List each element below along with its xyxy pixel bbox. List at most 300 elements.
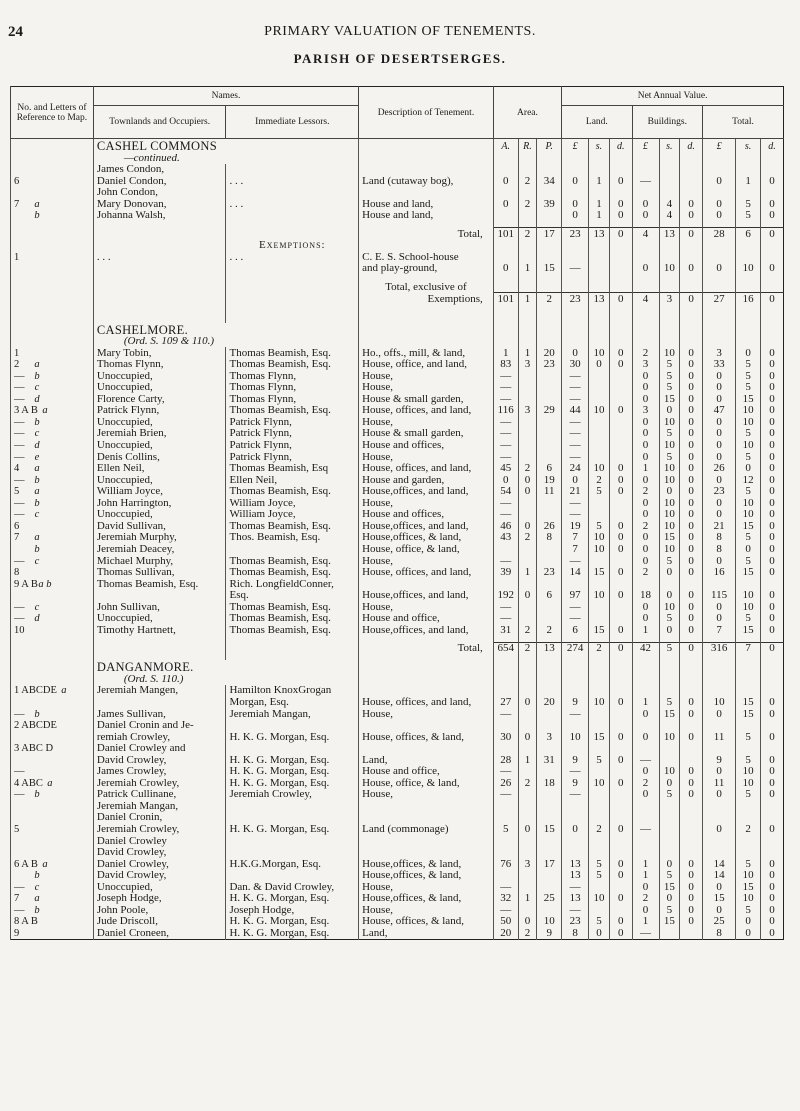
table-row <box>11 624 784 636</box>
land-shillings: 2 <box>589 642 610 654</box>
land-pence: 0 <box>609 916 632 928</box>
blank-cell <box>609 336 632 348</box>
land-pence: 0 <box>609 532 632 544</box>
land-pence: 0 <box>609 754 632 766</box>
area-perches: 17 <box>537 858 562 870</box>
map-number: 6 <box>14 175 20 187</box>
land-pence <box>609 382 632 394</box>
description-cell <box>359 800 494 812</box>
total-shillings: 2 <box>736 823 761 835</box>
map-reference <box>11 451 94 463</box>
area-roods: 0 <box>518 520 537 532</box>
land-pounds: 44 <box>562 405 589 417</box>
area-acres: 27 <box>493 696 518 708</box>
map-reference <box>11 164 94 176</box>
buildings-pence: 0 <box>680 555 703 567</box>
total-pounds: 9 <box>703 754 736 766</box>
total-pounds <box>703 847 736 859</box>
land-pounds: — <box>562 263 589 275</box>
area-roods: 1 <box>518 754 537 766</box>
total-header: Total. <box>703 106 784 139</box>
description-cell: Land, <box>359 754 494 766</box>
buildings-pence: 0 <box>680 474 703 486</box>
description-cell: C. E. S. School-house <box>359 251 494 263</box>
total-pounds: 11 <box>703 731 736 743</box>
area-perches: 18 <box>537 777 562 789</box>
buildings-shillings: 5 <box>659 696 680 708</box>
buildings-pence: 0 <box>680 228 703 240</box>
exemptions-label: Exemptions: <box>226 240 359 252</box>
area-roods: 3 <box>518 858 537 870</box>
blank-cell <box>703 660 736 673</box>
townlands-header: Townlands and Occupiers. <box>93 106 226 139</box>
land-shillings: 13 <box>589 293 610 305</box>
buildings-shillings <box>659 823 680 835</box>
blank-cell <box>680 240 703 252</box>
blank-cell <box>359 336 494 348</box>
total-pence: 0 <box>761 428 784 440</box>
area-acres: 43 <box>493 532 518 544</box>
blank-cell <box>703 336 736 348</box>
buildings-pence <box>680 800 703 812</box>
area-perches: 15 <box>537 823 562 835</box>
blank-cell <box>703 280 736 292</box>
lessor-cell: Thomas Flynn, <box>226 393 359 405</box>
map-reference <box>11 567 94 579</box>
land-pounds <box>562 847 589 859</box>
total-label: Total, <box>359 642 494 654</box>
buildings-shillings: 10 <box>659 543 680 555</box>
total-pounds: 0 <box>703 509 736 521</box>
description-cell: House, <box>359 881 494 893</box>
blank-cell <box>761 673 784 685</box>
land-pounds: — <box>562 439 589 451</box>
total-pence: 0 <box>761 601 784 613</box>
buildings-shillings: 10 <box>659 601 680 613</box>
lessor-cell <box>226 263 359 275</box>
lessor-cell <box>226 800 359 812</box>
blank-cell <box>537 240 562 252</box>
buildings-pence: 0 <box>680 696 703 708</box>
buildings-shillings: 5 <box>659 789 680 801</box>
area-roods <box>518 800 537 812</box>
buildings-shillings: 5 <box>659 428 680 440</box>
total-pence: 0 <box>761 858 784 870</box>
area-roods <box>518 439 537 451</box>
area-roods: 3 <box>518 359 537 371</box>
lessor-cell <box>226 812 359 824</box>
buildings-pence: 0 <box>680 463 703 475</box>
blank-cell <box>11 280 94 292</box>
table-row <box>11 323 784 336</box>
area-acres: 5 <box>493 823 518 835</box>
occupier-cell <box>93 696 226 708</box>
buildings-pounds <box>632 685 659 697</box>
table-row <box>11 263 784 275</box>
occupier-cell: Daniel Crowley and <box>93 743 226 755</box>
total-pence: 0 <box>761 696 784 708</box>
land-pence: 0 <box>609 347 632 359</box>
table-row <box>11 293 784 305</box>
buildings-shillings <box>659 578 680 590</box>
description-cell: House, <box>359 555 494 567</box>
blank-cell <box>659 240 680 252</box>
lessor-cell: H. K. G. Morgan, Esq. <box>226 823 359 835</box>
map-letter: a <box>34 893 40 905</box>
area-acres <box>493 743 518 755</box>
total-pence: 0 <box>761 263 784 275</box>
buildings-pounds: 0 <box>632 428 659 440</box>
table-row <box>11 198 784 210</box>
total-pounds: 0 <box>703 766 736 778</box>
total-pence: 0 <box>761 393 784 405</box>
description-cell: House, <box>359 416 494 428</box>
blank-cell <box>493 673 518 685</box>
blank-cell <box>493 660 518 673</box>
lessor-cell: . . . <box>226 175 359 187</box>
area-perches: 11 <box>537 486 562 498</box>
map-number: — <box>14 509 25 521</box>
total-pence: 0 <box>761 555 784 567</box>
map-number: 6 A B <box>14 858 38 870</box>
land-shillings <box>589 382 610 394</box>
table-row <box>11 567 784 579</box>
area-perches <box>537 800 562 812</box>
area-perches: 25 <box>537 893 562 905</box>
blank-cell <box>493 280 518 292</box>
buildings-pence <box>680 743 703 755</box>
buildings-shillings <box>659 800 680 812</box>
area-acres: 32 <box>493 893 518 905</box>
land-shillings <box>589 393 610 405</box>
land-pounds: 24 <box>562 463 589 475</box>
land-shillings <box>589 370 610 382</box>
table-row <box>11 642 784 654</box>
total-shillings: 1 <box>736 175 761 187</box>
map-number: 1 <box>14 347 20 359</box>
occupier-cell: Jeremiah Crowley, <box>93 777 226 789</box>
table-row <box>11 858 784 870</box>
map-number: — <box>14 451 25 463</box>
total-shillings <box>736 578 761 590</box>
land-shillings <box>589 881 610 893</box>
blank-cell <box>518 152 537 164</box>
table-row <box>11 720 784 732</box>
area-roods <box>518 509 537 521</box>
buildings-pence <box>680 720 703 732</box>
total-pence: 0 <box>761 624 784 636</box>
lessor-cell <box>226 187 359 199</box>
total-shillings: 5 <box>736 451 761 463</box>
map-reference <box>11 870 94 882</box>
lessor-cell <box>226 847 359 859</box>
total-pence: 0 <box>761 474 784 486</box>
area-perches: 39 <box>537 198 562 210</box>
land-pounds <box>562 743 589 755</box>
description-cell <box>359 835 494 847</box>
land-pence: 0 <box>609 870 632 882</box>
map-letter: b <box>34 416 40 428</box>
map-number: — <box>14 440 25 452</box>
blank-cell <box>589 152 610 164</box>
buildings-pounds: 1 <box>632 463 659 475</box>
land-pence: 0 <box>609 520 632 532</box>
map-number: 9 <box>14 927 20 939</box>
buildings-pence: 0 <box>680 497 703 509</box>
land-pence: 0 <box>609 823 632 835</box>
blank-cell <box>736 336 761 348</box>
land-pence <box>609 439 632 451</box>
buildings-shillings <box>659 835 680 847</box>
area-perches <box>537 720 562 732</box>
blank-cell <box>93 280 226 292</box>
lessor-cell: H. K. G. Morgan, Esq. <box>226 731 359 743</box>
buildings-pence: 0 <box>680 766 703 778</box>
area-roods: 1 <box>518 263 537 275</box>
table-row <box>11 139 784 153</box>
land-shillings <box>589 416 610 428</box>
blank-cell <box>659 336 680 348</box>
area-perches: 13 <box>537 642 562 654</box>
blank-cell <box>11 293 94 305</box>
map-reference <box>11 474 94 486</box>
total-pounds: 11 <box>703 777 736 789</box>
total-pence: 0 <box>761 904 784 916</box>
blank-cell <box>359 152 494 164</box>
total-shillings: 5 <box>736 428 761 440</box>
blank-cell <box>703 152 736 164</box>
total-pounds <box>703 835 736 847</box>
land-shillings: 5 <box>589 754 610 766</box>
map-reference <box>11 708 94 720</box>
total-pounds: 47 <box>703 405 736 417</box>
buildings-pounds: 0 <box>632 789 659 801</box>
area-roods <box>518 497 537 509</box>
total-shillings: 5 <box>736 754 761 766</box>
occupier-cell: Daniel Crowley, <box>93 858 226 870</box>
area-roods: 2 <box>518 175 537 187</box>
blank-cell <box>703 673 736 685</box>
table-row <box>11 347 784 359</box>
table-row <box>11 835 784 847</box>
total-shillings: 5 <box>736 532 761 544</box>
area-roods <box>518 416 537 428</box>
blank-cell <box>562 240 589 252</box>
total-shillings <box>736 720 761 732</box>
blank-cell <box>226 280 359 292</box>
total-pence: 0 <box>761 463 784 475</box>
map-letter: a <box>61 685 67 697</box>
total-shillings <box>736 251 761 263</box>
lessor-cell <box>226 743 359 755</box>
desc-cell <box>359 323 494 336</box>
occupier-cell: Timothy Hartnett, <box>93 624 226 636</box>
land-pounds: 6 <box>562 624 589 636</box>
land-pounds: — <box>562 766 589 778</box>
total-pence: 0 <box>761 509 784 521</box>
total-pence: 0 <box>761 870 784 882</box>
land-pounds: 23 <box>562 916 589 928</box>
description-cell <box>359 164 494 176</box>
buildings-shillings: 5 <box>659 642 680 654</box>
land-pence: 0 <box>609 198 632 210</box>
map-letter: a <box>34 198 40 210</box>
map-number: 2 <box>14 359 20 371</box>
buildings-pounds: — <box>632 175 659 187</box>
table-row <box>11 451 784 463</box>
lessor-cell <box>226 870 359 882</box>
area-acres: — <box>493 428 518 440</box>
lessor-cell: Thomas Beamish, Esq. <box>226 359 359 371</box>
map-reference <box>11 198 94 210</box>
buildings-pence: 0 <box>680 359 703 371</box>
blank-cell <box>493 323 518 336</box>
buildings-shillings <box>659 743 680 755</box>
land-pence: 0 <box>609 893 632 905</box>
area-acres <box>493 187 518 199</box>
occupier-cell: Patrick Cullinane, <box>93 789 226 801</box>
buildings-shillings: 0 <box>659 624 680 636</box>
lessor-cell: H. K. G. Morgan, Esq. <box>226 754 359 766</box>
map-reference <box>11 881 94 893</box>
total-pounds: 0 <box>703 393 736 405</box>
area-acres: — <box>493 708 518 720</box>
area-acres: 76 <box>493 858 518 870</box>
occupier-cell: David Crowley, <box>93 847 226 859</box>
lessor-cell: William Joyce, <box>226 497 359 509</box>
buildings-pounds: 0 <box>632 198 659 210</box>
land-pence <box>609 428 632 440</box>
table-row <box>11 228 784 240</box>
total-pence: 0 <box>761 893 784 905</box>
land-pounds: 23 <box>562 228 589 240</box>
occupier-cell: Jeremiah Murphy, <box>93 532 226 544</box>
land-pounds <box>562 187 589 199</box>
total-pounds: 0 <box>703 439 736 451</box>
area-perches <box>537 812 562 824</box>
buildings-pence: 0 <box>680 520 703 532</box>
total-shillings <box>736 800 761 812</box>
buildings-pence: 0 <box>680 567 703 579</box>
land-shillings: 5 <box>589 486 610 498</box>
total-pounds: 0 <box>703 789 736 801</box>
map-reference <box>11 486 94 498</box>
land-pence <box>609 251 632 263</box>
land-shillings: 1 <box>589 198 610 210</box>
table-row <box>11 463 784 475</box>
buildings-pounds: 42 <box>632 642 659 654</box>
land-pounds: — <box>562 509 589 521</box>
area-acres <box>493 543 518 555</box>
total-pounds: 0 <box>703 382 736 394</box>
land-pence: 0 <box>609 927 632 939</box>
area-roods <box>518 578 537 590</box>
blank-cell <box>537 673 562 685</box>
map-letter: b <box>34 370 40 382</box>
total-pounds <box>703 812 736 824</box>
table-row <box>11 280 784 292</box>
lessor-cell: Thomas Beamish, Esq. <box>226 624 359 636</box>
buildings-shillings: 0 <box>659 590 680 602</box>
table-row <box>11 916 784 928</box>
buildings-shillings: 0 <box>659 858 680 870</box>
table-row <box>11 685 784 697</box>
area-perches <box>537 847 562 859</box>
map-reference <box>11 393 94 405</box>
ref-cell <box>11 660 94 673</box>
total-pence: 0 <box>761 613 784 625</box>
description-cell: House, <box>359 370 494 382</box>
occupier-cell: Ellen Neil, <box>93 463 226 475</box>
description-cell: House & small garden, <box>359 428 494 440</box>
description-cell: House, office, & land, <box>359 777 494 789</box>
map-letter: c <box>34 881 40 893</box>
total-pence: 0 <box>761 881 784 893</box>
land-pence <box>609 708 632 720</box>
land-pence: 0 <box>609 293 632 305</box>
blank-cell <box>518 336 537 348</box>
buildings-shillings: 10 <box>659 497 680 509</box>
buildings-pounds: 2 <box>632 893 659 905</box>
land-shillings: 13 <box>589 228 610 240</box>
area-acres <box>493 847 518 859</box>
total-pounds: 0 <box>703 370 736 382</box>
buildings-pence: 0 <box>680 708 703 720</box>
table-row <box>11 881 784 893</box>
description-cell: House and office, <box>359 613 494 625</box>
buildings-pounds: 0 <box>632 881 659 893</box>
total-pence: 0 <box>761 777 784 789</box>
map-reference <box>11 439 94 451</box>
description-cell: House, office, & land, <box>359 543 494 555</box>
total-pounds: 0 <box>703 428 736 440</box>
table-row <box>11 416 784 428</box>
area-perches <box>537 497 562 509</box>
occupier-cell: Unoccupied, <box>93 881 226 893</box>
description-cell: House,offices, & land, <box>359 870 494 882</box>
buildings-pounds: 1 <box>632 858 659 870</box>
area-acres <box>493 720 518 732</box>
map-number: 1 ABCDE <box>14 685 57 697</box>
blank-cell <box>632 323 659 336</box>
total-shillings <box>736 685 761 697</box>
description-cell: House, <box>359 904 494 916</box>
table-row <box>11 164 784 176</box>
land-pounds: — <box>562 428 589 440</box>
table-row <box>11 601 784 613</box>
blank-cell <box>518 280 537 292</box>
land-shillings: 10 <box>589 590 610 602</box>
total-pence: 0 <box>761 823 784 835</box>
buildings-shillings: 5 <box>659 904 680 916</box>
blank-cell <box>226 293 359 305</box>
area-perches <box>537 428 562 440</box>
total-pounds <box>703 164 736 176</box>
area-roods: 1 <box>518 567 537 579</box>
map-number: — <box>14 708 25 720</box>
lessor-cell: Thomas Beamish, Esq. <box>226 486 359 498</box>
total-shillings: 5 <box>736 789 761 801</box>
total-pence <box>761 800 784 812</box>
buildings-pence: 0 <box>680 263 703 275</box>
buildings-pounds: 3 <box>632 359 659 371</box>
buildings-pounds <box>632 251 659 263</box>
map-reference <box>11 428 94 440</box>
description-cell: House and offices, <box>359 509 494 521</box>
area-roods: 1 <box>518 347 537 359</box>
area-roods <box>518 847 537 859</box>
buildings-shillings: 5 <box>659 870 680 882</box>
